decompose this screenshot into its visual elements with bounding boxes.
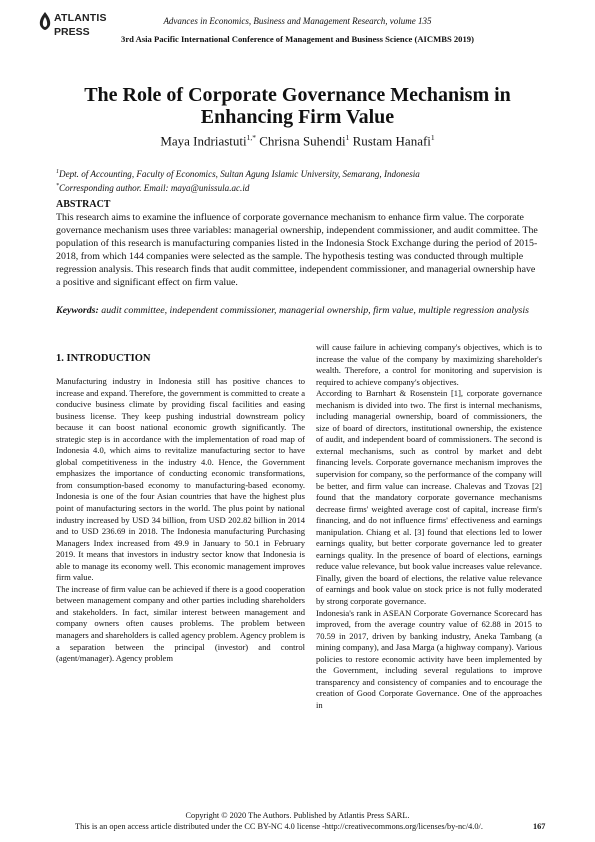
right-column: [316, 342, 542, 712]
logo-text-line1: ATLANTIS: [54, 12, 107, 24]
affiliation-line: [56, 166, 420, 180]
keywords: [56, 302, 542, 319]
paragraph: will cause failure in achieving company's objectives, which is to increase the value of the company by maximizing shareholder's wealth. Therefore, a control for monitoring and supervision is required to achieve company's objectives.: [316, 342, 542, 387]
author-list: [0, 133, 595, 149]
author-superscript: 1,*: [246, 133, 256, 142]
author-superscript: 1: [430, 133, 435, 142]
affiliation-superscript: 1: [56, 169, 59, 175]
affiliation-text: Corresponding author. Email: maya@unissula.ac.id: [59, 183, 250, 194]
keywords-label: Keywords:: [56, 305, 99, 316]
author-name: Chrisna Suhendi: [259, 133, 346, 149]
corresponding-author-line: [56, 180, 420, 194]
paragraph: Indonesia's rank in ASEAN Corporate Governance Scorecard has improved, from the average country value of 62.88 in 2015 to 70.59 in 2017, driven by banking industry, Aneka Tambang (a mining company), and Jasa Marga (a highway company). Various policies to restore economic activity have been implemented by the Government, including several regulations to improve transparency and consistency of companies and to encourage the creation of Good Corporate Governance. One of the approaches in: [316, 607, 542, 710]
author-name: Maya Indriastuti: [160, 133, 247, 149]
affiliation-text: Dept. of Accounting, Faculty of Economics, Sultan Agung Islamic University, Semarang, Indonesia: [59, 169, 420, 180]
conference-header: 3rd Asia Pacific International Conference of Management and Business Science (AICMBS 2019): [121, 34, 474, 44]
affiliations: [56, 166, 420, 194]
abstract-heading: ABSTRACT: [56, 199, 111, 210]
paragraph: According to Barnhart & Rosenstein [1], corporate governance mechanism is divided into two. The first is internal mechanisms, including managerial ownership, board of commissioners, the size of board of directors, institutional ownership, the existence of audit, and independent board of commissioners. The second is external mechanisms, such as control by market and debt financing levels. Corporate governance mechanism improves the supervision for company, so the performance of the company will be better, and firm value can increase. Chalevas and Tzovas [2] found that the mandatory corporate governance mechanisms decrease firms' weighted average cost of capital, increase firm's financing, and do not influence firms' effectiveness and earnings manipulation. Chiang et al. [3] found that elections led to lower earnings quality, but better corporate governance led to greater earnings quality. In the presence of board of elections, earnings reduce value relevance, but book value increases value relevance. Finally, given the board of elections, the relative value relevance of earnings and book value on stock price is not fully moderated by strong corporate governance.: [316, 388, 542, 607]
author-superscript: 1: [345, 133, 350, 142]
abstract-text: This research aims to examine the influence of corporate governance mechanism to enhance firm value. The corporate governance mechanism uses three variables: managerial ownership, independent commissioner, and audit committee. The population of this research is manufacturing companies listed in the Indonesia Stock Exchange during the period of 2015-2018, from which 144 companies were selected as the sample. The hypothesis testing was conducted through multiple regression analysis. This research finds that audit committee, independent commissioner, and managerial ownership have a positive and significant effect on firm value.: [56, 212, 538, 288]
paragraph: Manufacturing industry in Indonesia still has positive chances to increase and expand. Therefore, the government is committed to create a conducive business climate by providing fiscal facilities and easing business license. They keep pushing industrial downstream policy because it can boost national economic growth significantly. The strategic step is in accordance with the implementation of road map of Indonesia 4.0, which aims to revitalize manufacturing sector to have global competitiveness in the industry 4.0. Hence, the Government emphasizes the importance of conducting economic transformations, from consumption-based economy to manufacturing-based economy. Indonesia is one of the four Asian countries that have the highest plus point of manufacturing sectors in the world. The plus point by national industry increased by USD 34 billion, from USD 202.82 billion in 2014 and to USD 236.69 in 2018. The Indonesia manufacturing Purchasing Managers Index increased from 49.9 in January to 50.1 in February 2019. It means that investors in industry sector know that Indonesia is able to manage its economy well. This economic management improves firm value.: [56, 376, 305, 583]
journal-header: Advances in Economics, Business and Management Research, volume 135: [163, 16, 432, 26]
section-heading: 1. INTRODUCTION: [56, 353, 151, 364]
author-name: Rustam Hanafi: [352, 133, 431, 149]
page-number: 167: [533, 822, 546, 831]
footer-copyright: Copyright © 2020 The Authors. Published by Atlantis Press SARL.: [185, 811, 410, 820]
footer-license: This is an open access article distributed under the CC BY-NC 4.0 license -http://creativecommons.org/licenses/by-nc/4.0/.: [75, 822, 483, 831]
affiliation-superscript: *: [56, 183, 59, 190]
paper-title: The Role of Corporate Governance Mechanism in Enhancing Firm Value: [84, 84, 511, 128]
logo-text-line2: PRESS: [54, 26, 90, 38]
keywords-text: audit committee, independent commissioner, managerial ownership, firm value, multiple regression analysis: [101, 305, 529, 316]
left-column: [56, 376, 305, 665]
paragraph: The increase of firm value can be achieved if there is a good cooperation between management company and other parties including shareholders and stakeholders. In fact, similar interest between management and company owners often causes problems. The problem between managers and shareholders is called agency problem. Agency problem is a separation between the principal (investor) and control (agent/manager). Agency problem: [56, 583, 305, 664]
